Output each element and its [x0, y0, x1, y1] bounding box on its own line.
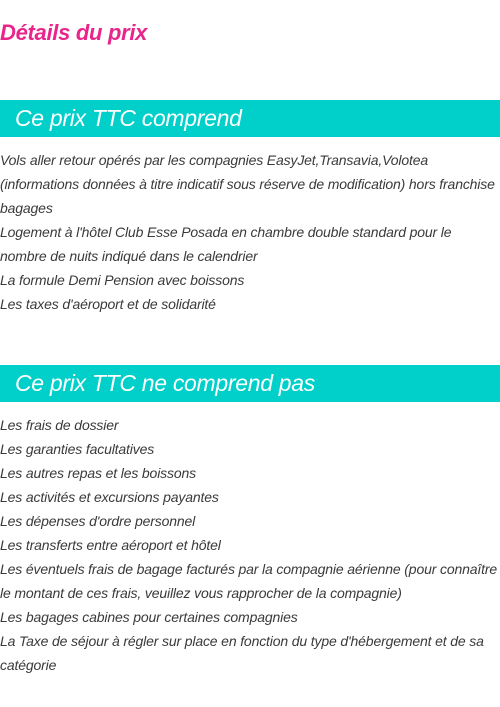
price-includes-section	[0, 100, 500, 316]
page-title: Détails du prix	[0, 20, 148, 45]
price-excludes-heading: Ce prix TTC ne comprend pas	[0, 365, 500, 402]
list-item: Les frais de dossier	[0, 417, 119, 433]
list-item: Les autres repas et les boissons	[0, 465, 196, 481]
list-item: La Taxe de séjour à régler sur place en fonction du type d'hébergement et de sa catégorie	[0, 633, 484, 673]
list-item: Les bagages cabines pour certaines compagnies	[0, 609, 298, 625]
list-item: Les transferts entre aéroport et hôtel	[0, 537, 221, 553]
price-includes-heading: Ce prix TTC comprend	[0, 100, 500, 137]
price-includes-list	[0, 148, 500, 316]
list-item: La formule Demi Pension avec boissons	[0, 272, 245, 288]
list-item: Les garanties facultatives	[0, 441, 155, 457]
list-item: Les dépenses d'ordre personnel	[0, 513, 196, 529]
list-item: Vols aller retour opérés par les compagnies EasyJet,Transavia,Volotea (informations données à titre indicatif sous réserve de modification) hors franchise bagages	[0, 152, 495, 216]
list-item: Les activités et excursions payantes	[0, 489, 219, 505]
list-item: Logement à l'hôtel Club Esse Posada en chambre double standard pour le nombre de nuits indiqué dans le calendrier	[0, 224, 452, 264]
list-item: Les éventuels frais de bagage facturés par la compagnie aérienne (pour connaître le montant de ces frais, veuillez vous rapprocher de la compagnie)	[0, 561, 497, 601]
price-excludes-list	[0, 413, 500, 677]
price-excludes-section	[0, 365, 500, 677]
list-item: Les taxes d'aéroport et de solidarité	[0, 296, 216, 312]
